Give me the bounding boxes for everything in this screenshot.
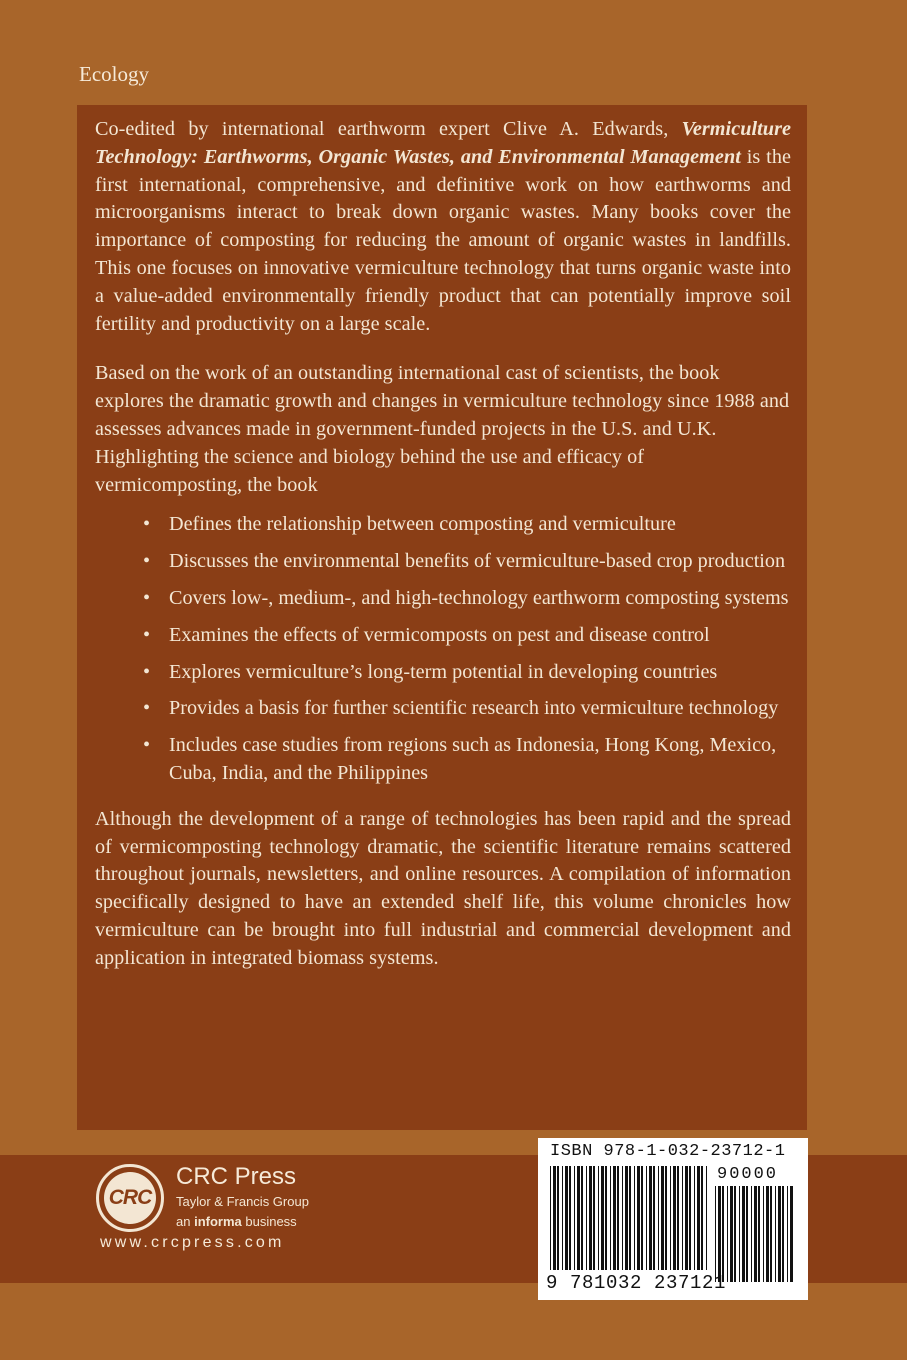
list-item: • Provides a basis for further scientific research into vermiculture technology (143, 695, 791, 723)
publisher-group: Taylor & Francis Group (176, 1194, 309, 1209)
list-item: • Defines the relationship between composting and vermiculture (143, 511, 791, 539)
feature-list (95, 511, 791, 787)
list-item: • Includes case studies from regions such as Indonesia, Hong Kong, Mexico, Cuba, India, and the Philippines (143, 734, 777, 784)
addon-barcode-icon (715, 1186, 797, 1282)
description-panel (77, 105, 807, 1130)
bullet-icon: • (143, 586, 151, 609)
bullet-icon: • (143, 734, 151, 757)
bullet-icon: • (143, 697, 151, 720)
book-title: Vermiculture Technology: Earthworms, Organic Wastes, and Environmental Management (95, 118, 791, 168)
list-item: • Discusses the environmental benefits of vermiculture-based crop production (143, 548, 791, 576)
publisher-name: CRC Press (176, 1163, 297, 1190)
scope-paragraph: Based on the work of an outstanding international cast of scientists, the book explores the dramatic growth and changes in vermiculture technology since 1988 and assesses advances made in government-funded projects in the U.S. and U.K. Highlighting the science and biology behind the use and efficacy of vermicomposting, the book (95, 362, 790, 496)
intro-paragraph (95, 116, 791, 338)
bullet-icon: • (143, 550, 151, 573)
intro-rest: is the first international, comprehensive, and definitive work on how earthworms and microorganisms interact to break down organic wastes. Many books cover the importance of composting for reducing the amount of organic wastes in landfills. This one focuses on innovative vermiculture technology that turns organic waste into a value-added environmentally friendly product that can potentially improve soil fertility and productivity on a large scale. (95, 145, 791, 335)
isbn-label: ISBN 978-1-032-23712-1 (550, 1142, 786, 1161)
logo-text: CRC (108, 1186, 152, 1209)
bullet-icon: • (143, 513, 151, 536)
publisher-informa: an informa business (176, 1214, 297, 1229)
ean-barcode-icon (550, 1166, 710, 1282)
list-item: • Examines the effects of vermicomposts on pest and disease control (143, 622, 791, 650)
intro-lead: Co-edited by international earthworm expert Clive A. Edwards, (95, 118, 682, 140)
bullet-icon: • (143, 623, 151, 646)
bullet-icon: • (143, 660, 151, 683)
closing-paragraph: Although the development of a range of technologies has been rapid and the spread of vermicomposting technology dramatic, the scientific literature remains scattered throughout journals, newsletters, and online resources. A compilation of information specifically designed to have an extended shelf life, this volume chronicles how vermiculture can be brought into full industrial and commercial development and application in integrated biomass systems. (95, 807, 791, 969)
category-label: Ecology (79, 62, 149, 86)
addon-digits: 90000 (717, 1165, 779, 1184)
crc-logo-icon (96, 1164, 164, 1232)
list-item: • Explores vermiculture’s long-term potential in developing countries (143, 659, 791, 687)
publisher-url: www.crcpress.com (100, 1234, 285, 1251)
ean-digits: 9 781032 237121 (546, 1272, 727, 1294)
list-item: • Covers low-, medium-, and high-technology earthworm composting systems (143, 585, 791, 613)
